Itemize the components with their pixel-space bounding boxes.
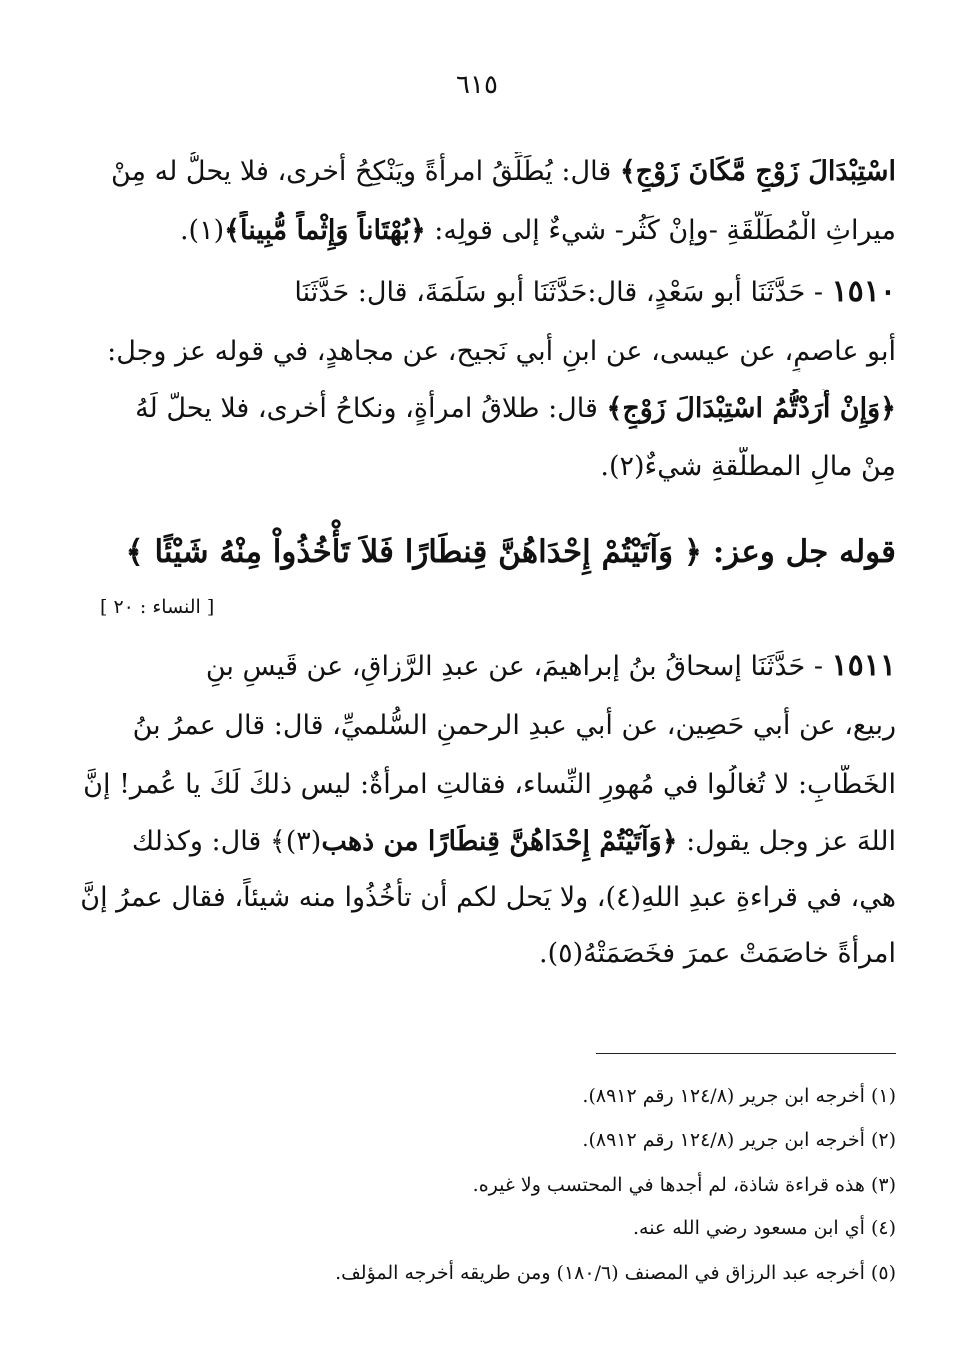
section-heading: قوله جل وعز: ﴿ وَآتَيْتُمْ إِحْدَاهُنَّ قِنطَارًا فَلاَ تَأْخُذُواْ مِنْهُ شَيْئًا ﴾ (125, 534, 896, 570)
quran-quote: اسْتِبْدَالَ زَوْجٍ مَّكَانَ زَوْجٍ﴾ (619, 156, 896, 187)
footnote-5: (٥) أخرجه عبد الرزاق في المصنف (١٨٠/٦) ومن طريقه أخرجه المؤلف. (335, 1262, 896, 1284)
hadith-text: اللهَ عز وجل يقول: (677, 826, 896, 857)
footnote-divider (596, 1053, 896, 1054)
hadith-text: قال: طلاقُ امرأةٍ، ونكاحُ أخرى، فلا يحلّ لَهُ (135, 393, 607, 424)
hadith-1511-line6: امرأةً خاصَمَتْ عمرَ فخَصَمَتْهُ(٥). (539, 938, 896, 969)
hadith-text: - حَدَّثَنَا أبو سَعْدٍ، قال:حَدَّثَنَا أبو سَلَمَةَ، قال: حَدَّثَنَا (294, 277, 832, 308)
hadith-1511-line1 (56, 646, 896, 687)
quran-quote: ﴿بُهْتَاناً وَإِثْماً مُّبِيناً﴾ (224, 215, 426, 246)
quran-quote: ﴿وَآتَيْتُمْ إِحْدَاهُنَّ قِنطَارًا من ذهب (321, 826, 678, 857)
surah-reference: [ النساء : ٢٠ ] (100, 596, 215, 618)
para1-line1 (56, 152, 896, 192)
hadith-number: ١٥١١ (831, 648, 896, 683)
hadith-1511-line5: هي، في قراءةِ عبدِ اللهِ(٤)، ولا يَحل لكم أن تأخُذُوا منه شيئاً، فقال عمرُ إنَّ (80, 882, 896, 913)
hadith-1511-line4 (56, 822, 896, 862)
hadith-text: (٣)﴾ قال: وكذلك (131, 826, 322, 857)
footnote-4: (٤) أي ابن مسعود رضي الله عنه. (632, 1217, 896, 1239)
quran-quote: ﴿وَإِنْ أَرَدْتُّمُ اسْتِبْدَالَ زَوْجٍ﴾ (606, 393, 896, 424)
para1-text: قال: يُطَلِّقُ امرأةً ويَنْكِحُ أُخرى، فلا يحلُّ له مِنْ (111, 156, 620, 187)
footnote-ref: (١). (179, 215, 225, 246)
hadith-number: ١٥١٠ (831, 274, 896, 309)
footnote-3: (٣) هذه قراءة شاذة، لم أجدها في المحتسب ولا غيره. (472, 1174, 896, 1196)
page-number: ٦١٥ (456, 70, 498, 100)
hadith-1511-line3: الخَطَّابِ: لا تُغالُوا في مُهورِ النِّساء، فقالتِ امرأةٌ: ليس ذلكَ لَكَ يا عُمر! إنَّ (83, 769, 896, 800)
footnote-2: (٢) أخرجه ابن جرير (١٢٤/٨ رقم ٨٩١٢). (582, 1129, 896, 1151)
hadith-1510-line3 (56, 389, 896, 429)
hadith-1511-line2: ربيع، عن أبي حَصِين، عن أبي عبدِ الرحمنِ السُّلميِّ، قال: قال عمرُ بنُ (132, 710, 896, 741)
para1-line2 (56, 211, 896, 251)
hadith-text: - حَدَّثَنَا إسحاقُ بنُ إبراهيمَ، عن عبدِ الرَّزاقِ، عن قَيسِ بنِ (205, 651, 832, 682)
footnote-1: (١) أخرجه ابن جرير (١٢٤/٨ رقم ٨٩١٢). (582, 1085, 896, 1107)
hadith-1510-line1 (56, 272, 896, 313)
para1-text: ميراثِ الْمُطَلَّقَةِ -وإنْ كَثُر- شيءٌ إلى قولِه: (425, 215, 896, 246)
hadith-1510-line4: مِنْ مالِ المطلَّقةِ شيءٌ(٢). (600, 451, 896, 482)
hadith-1510-line2: أبو عاصمٍ، عن عيسى، عن ابنِ أبي نَجيح، عن مجاهدٍ، في قوله عز وجل: (107, 336, 896, 367)
